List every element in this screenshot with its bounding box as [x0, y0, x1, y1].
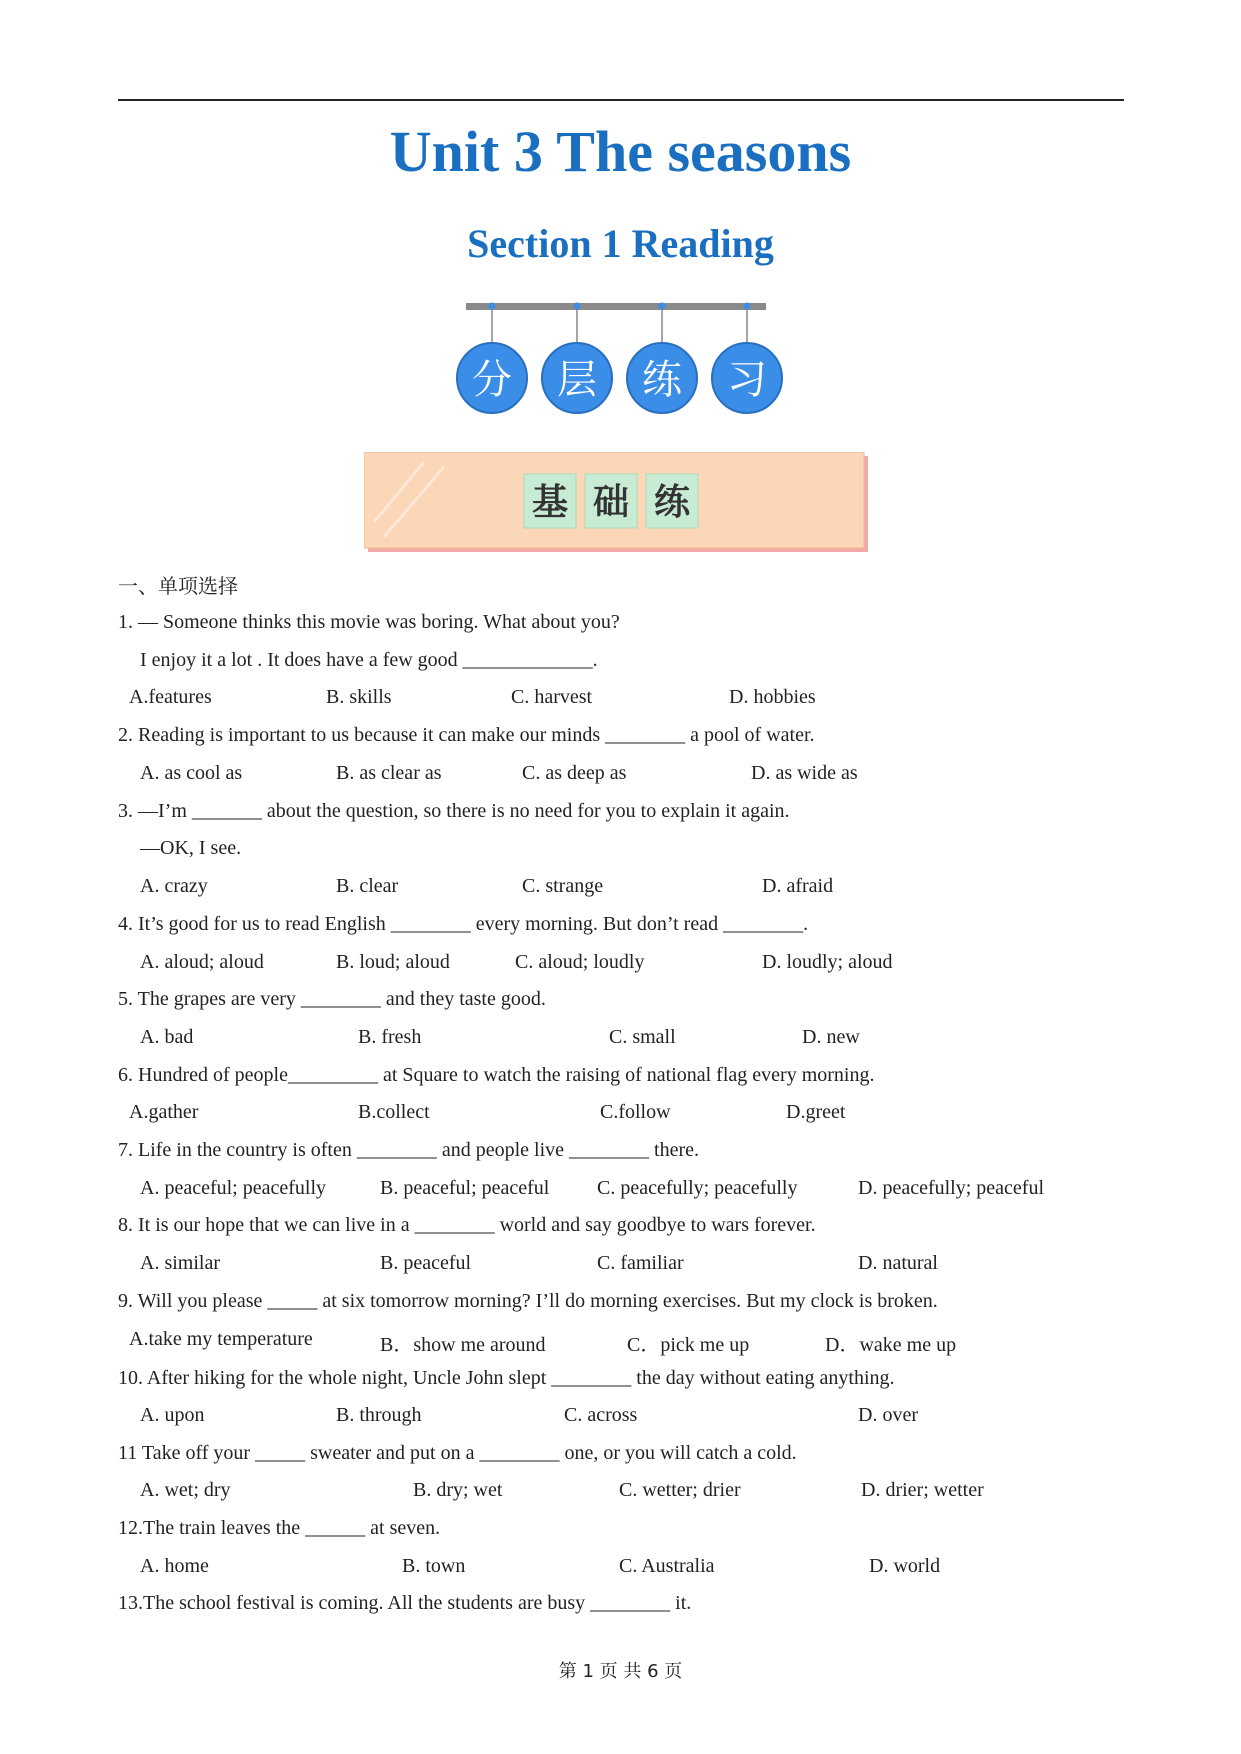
question-5-option-c: C. small [609, 1026, 676, 1048]
banner-circle-3 [627, 303, 697, 414]
banner-circle-2 [542, 303, 612, 414]
question-2-option-b: B. as clear as [336, 762, 442, 784]
banner-circle-1 [457, 303, 527, 414]
question-11-option-d: D. drier; wetter [861, 1479, 984, 1501]
question-8-option-b: B. peaceful [380, 1252, 472, 1274]
question-3-option-a: A. crazy [140, 875, 208, 897]
question-12-option-c: C. Australia [619, 1555, 715, 1577]
question-1-option-b: B. skills [326, 686, 392, 708]
question-12-option-a: A. home [140, 1555, 209, 1577]
question-5-option-b: B. fresh [358, 1026, 422, 1048]
question-9-option-c: C．pick me up [627, 1334, 750, 1356]
question-2-option-d: D. as wide as [751, 762, 858, 784]
question-5-option-d: D. new [802, 1026, 860, 1048]
banner-char-3: 练 [642, 357, 682, 403]
question-6-option-a: A.gather [129, 1101, 199, 1123]
question-12-line-1: 12.The train leaves the ______ at seven. [118, 1517, 441, 1539]
badge-char-3: 练 [653, 482, 691, 523]
section-heading: 一、单项选择 [118, 574, 238, 598]
question-9-line-1: 9. Will you please _____ at six tomorrow morning? I’ll do morning exercises. But my clock is broken. [118, 1290, 938, 1312]
page-number: 第 1 页 共 6 页 [558, 1661, 683, 1682]
question-2-option-c: C. as deep as [522, 762, 627, 784]
question-7-line-1: 7. Life in the country is often ________ and people live ________ there. [118, 1139, 699, 1161]
question-7-option-b: B. peaceful; peaceful [380, 1177, 550, 1199]
layered-practice-banner [446, 295, 796, 425]
page-title: Unit 3 The seasons [389, 119, 852, 184]
question-6-option-d: D.greet [786, 1101, 846, 1123]
question-6-option-c: C.follow [600, 1101, 671, 1123]
banner-bar [466, 303, 766, 310]
question-10-option-a: A. upon [140, 1404, 205, 1426]
question-7-option-a: A. peaceful; peacefully [140, 1177, 327, 1199]
question-8-line-1: 8. It is our hope that we can live in a ________ world and say goodbye to wars forever. [118, 1214, 816, 1236]
question-1-option-a: A.features [129, 686, 212, 708]
question-3-option-c: C. strange [522, 875, 604, 897]
page-subtitle: Section 1 Reading [467, 221, 774, 266]
question-11-line-1: 11 Take off your _____ sweater and put on a ________ one, or you will catch a cold. [118, 1442, 797, 1464]
badge-char-2: 础 [592, 482, 630, 523]
banner-circle-4 [712, 303, 782, 414]
question-12-option-d: D. world [869, 1555, 941, 1577]
banner-char-4: 习 [727, 357, 767, 403]
question-11-option-c: C. wetter; drier [619, 1479, 741, 1501]
banner-char-1: 分 [472, 357, 512, 403]
question-3-option-d: D. afraid [762, 875, 834, 897]
question-9-option-b: B．show me around [380, 1334, 546, 1356]
question-5-option-a: A. bad [140, 1026, 194, 1048]
question-1-line-1: 1. — Someone thinks this movie was boring. What about you? [118, 611, 620, 633]
top-rule [118, 99, 1124, 101]
question-4-option-d: D. loudly; aloud [762, 951, 893, 973]
question-11-option-a: A. wet; dry [140, 1479, 231, 1501]
question-4-line-1: 4. It’s good for us to read English ________ every morning. But don’t read ________. [118, 913, 809, 935]
question-10-option-b: B. through [336, 1404, 422, 1426]
question-9-option-a: A.take my temperature [129, 1328, 313, 1350]
question-4-option-b: B. loud; aloud [336, 951, 450, 973]
question-2-option-a: A. as cool as [140, 762, 243, 784]
question-1-option-c: C. harvest [511, 686, 593, 708]
question-8-option-a: A. similar [140, 1252, 220, 1274]
question-6-option-b: B.collect [358, 1101, 430, 1123]
question-3-line-1: 3. —I’m _______ about the question, so there is no need for you to explain it again. [118, 800, 790, 822]
question-4-option-a: A. aloud; aloud [140, 951, 264, 973]
question-5-line-1: 5. The grapes are very ________ and they taste good. [118, 988, 546, 1010]
question-11-option-b: B. dry; wet [413, 1479, 503, 1501]
question-1-line-2: I enjoy it a lot . It does have a few good _____________. [140, 649, 598, 671]
question-12-option-b: B. town [402, 1555, 466, 1577]
question-7-option-d: D. peacefully; peaceful [858, 1177, 1045, 1199]
question-9-option-d: D．wake me up [825, 1334, 957, 1356]
question-10-option-c: C. across [564, 1404, 638, 1426]
banner-char-2: 层 [557, 357, 597, 403]
question-8-option-c: C. familiar [597, 1252, 684, 1274]
question-10-line-1: 10. After hiking for the whole night, Uncle John slept ________ the day without eating anything. [118, 1367, 895, 1389]
question-8-option-d: D. natural [858, 1252, 938, 1274]
question-3-line-2: —OK, I see. [140, 837, 242, 859]
question-7-option-c: C. peacefully; peacefully [597, 1177, 798, 1199]
foundation-practice-badge [364, 452, 869, 554]
question-6-line-1: 6. Hundred of people_________ at Square to watch the raising of national flag every morning. [118, 1064, 875, 1086]
question-10-option-d: D. over [858, 1404, 918, 1426]
question-2-line-1: 2. Reading is important to us because it can make our minds ________ a pool of water. [118, 724, 815, 746]
question-4-option-c: C. aloud; loudly [515, 951, 645, 973]
question-13-line-1: 13.The school festival is coming. All the students are busy ________ it. [118, 1592, 692, 1614]
question-3-option-b: B. clear [336, 875, 399, 897]
badge-char-1: 基 [531, 482, 569, 523]
question-1-option-d: D. hobbies [729, 686, 816, 708]
